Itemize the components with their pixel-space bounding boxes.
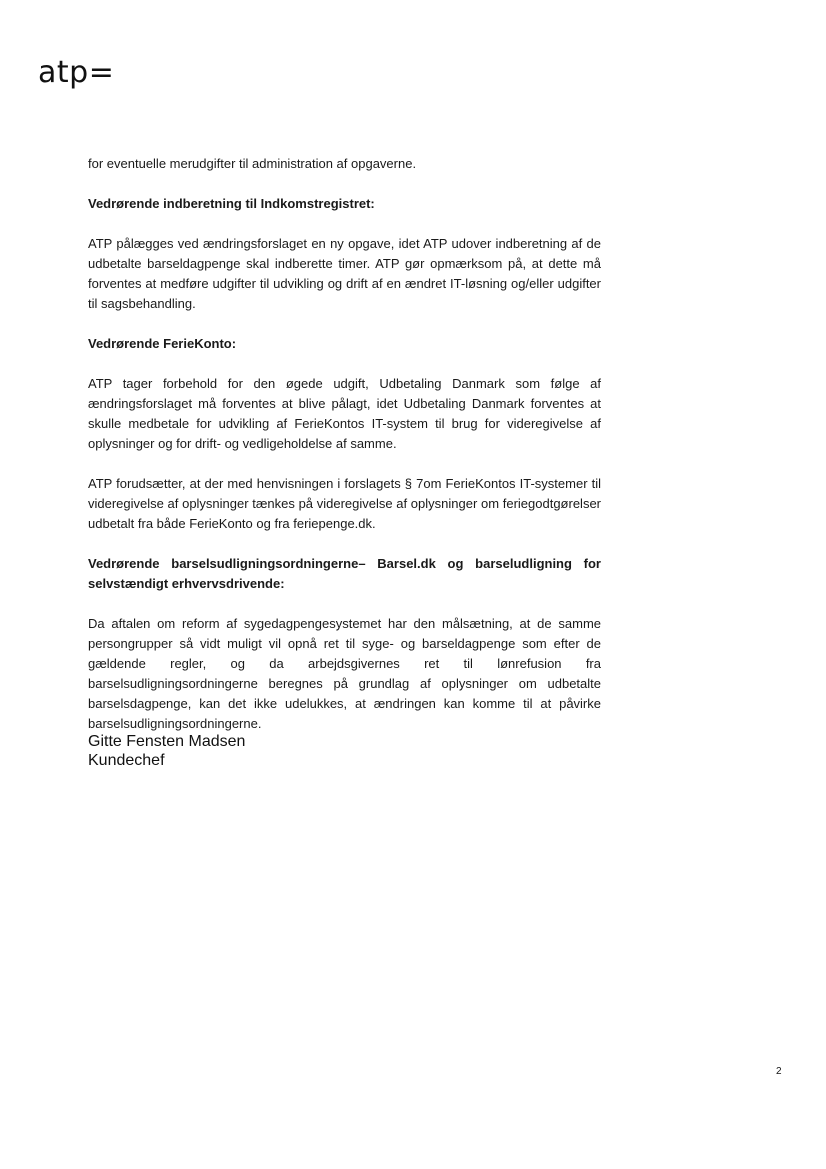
heading-feriekonto: Vedrørende FerieKonto:: [88, 336, 237, 351]
heading-barselsudligning: Vedrørende barselsudligningsordningerne– Barsel.dk og barseludligning for selvstændigt erhvervsdrivende:: [88, 556, 601, 591]
signatory-name: Gitte Fensten Madsen: [88, 733, 246, 750]
paragraph-indkomstregistret: ATP pålægges ved ændringsforslaget en ny opgave, idet ATP udover indberetning af de udbetalte barseldagpenge skal indberette timer. ATP gør opmærksom på, at dette må forventes at medføre udgifter til udvikling og drift af en ændret IT-løsning og/eller udgifter til sagsbehandling.: [88, 236, 601, 311]
heading-indkomstregistret: Vedrørende indberetning til Indkomstregistret:: [88, 196, 375, 211]
paragraph-feriekonto-1: ATP tager forbehold for den øgede udgift, Udbetaling Danmark som følge af ændringsforslaget må forventes at blive pålagt, idet Udbetaling Danmark forventes at skulle medbetale for udvikling af FerieKontos IT-system til brug for videregivelse af oplysninger og for drift- og vedligeholdelse af samme.: [88, 376, 601, 451]
paragraph-barselsudligning: Da aftalen om reform af sygedagpengesystemet har den målsætning, at de samme persongrupper så vidt muligt vil opnå ret til syge- og barseldagpenge som efter de gældende regler, og da arbejdsgivernes ret til lønrefusion fra barselsudligningsordningerne beregnes på grundlag af oplysninger om udbetalte barselsdagpenge, kan det ikke udelukkes, at ændringen kan komme til at påvirke barselsudligningsordningerne.: [88, 616, 601, 731]
page-number: 2: [776, 1066, 782, 1077]
atp-logo: atp=: [38, 55, 115, 90]
intro-paragraph: for eventuelle merudgifter til administration af opgaverne.: [88, 156, 417, 171]
letter-body: [88, 154, 601, 734]
signatory-title: Kundechef: [88, 752, 165, 769]
signature-block: [88, 732, 245, 770]
paragraph-feriekonto-2: ATP forudsætter, at der med henvisningen i forslagets § 7om FerieKontos IT-systemer til videregivelse af oplysninger tænkes på videregivelse af oplysninger om feriegodtgørelser udbetalt fra både FerieKonto og fra feriepenge.dk.: [88, 476, 601, 531]
